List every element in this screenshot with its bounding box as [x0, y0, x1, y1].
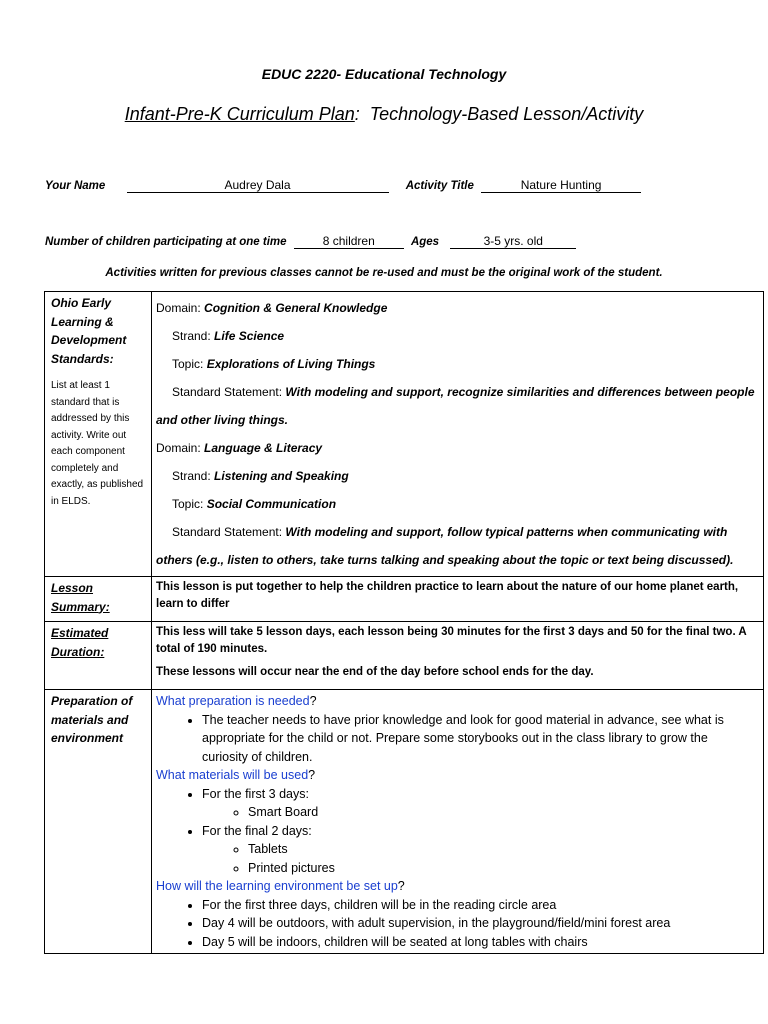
- plan-title-rest: Technology-Based Lesson/Activity: [359, 104, 644, 124]
- strand-1: Strand: Life Science: [172, 329, 285, 343]
- plan-title-underlined: Infant-Pre-K Curriculum Plan: [124, 104, 355, 124]
- plan-title: [0, 104, 768, 125]
- course-title: EDUC 2220- Educational Technology: [261, 66, 507, 82]
- topic-2: Topic: Social Communication: [172, 497, 337, 511]
- strand-2: Strand: Listening and Speaking: [172, 469, 349, 483]
- materials-sublist: [202, 840, 757, 877]
- materials-list: [156, 785, 757, 878]
- summary-label: Lesson Summary:: [51, 581, 110, 614]
- activity-title-field[interactable]: Nature Hunting: [481, 178, 641, 193]
- preparation-list: [156, 711, 757, 767]
- plan-title-colon: :: [354, 104, 360, 124]
- duration-text-2: These lessons will occur near the end of the day before school ends for the day.: [156, 666, 594, 678]
- duration-row: [45, 622, 764, 690]
- standard-statement-1: Standard Statement: With modeling and support, recognize similarities and differences between people and other living things.: [156, 385, 755, 427]
- topic-1: Topic: Explorations of Living Things: [172, 357, 376, 371]
- children-ages-row: [45, 234, 576, 249]
- preparation-label-cell: [45, 690, 152, 954]
- ages-field[interactable]: 3-5 yrs. old: [450, 234, 576, 249]
- summary-content-cell: [152, 577, 764, 622]
- curriculum-table: [44, 291, 764, 954]
- list-item: • For the first 3 days: ◦ Smart Board: [202, 785, 757, 822]
- environment-list: [156, 896, 757, 952]
- question-preparation: What preparation is needed?: [156, 694, 317, 708]
- name-title-row: [45, 178, 641, 193]
- preparation-label: Preparation of materials and environment: [51, 694, 133, 745]
- children-count-label: Number of children participating at one time: [45, 236, 287, 248]
- list-item: • For the first three days, children will be in the reading circle area: [202, 896, 757, 915]
- list-item: ◦ Tablets: [248, 840, 757, 859]
- list-item: ◦ Printed pictures: [248, 859, 757, 878]
- list-item: • Day 5 will be indoors, children will be seated at long tables with chairs: [202, 933, 757, 952]
- domain-1: Domain: Cognition & General Knowledge: [156, 301, 388, 315]
- standards-label: Ohio Early Learning & Development Standards:: [51, 296, 127, 366]
- materials-sublist: [202, 803, 757, 822]
- list-item: • The teacher needs to have prior knowledge and look for good material in advance, see what is appropriate for the child or not. Prepare some storybooks out in the class library to grow the curiosity of children.: [202, 711, 757, 767]
- list-item: ◦ Smart Board: [248, 803, 757, 822]
- domain-2: Domain: Language & Literacy: [156, 441, 323, 455]
- originality-notice: Activities written for previous classes cannot be re-used and must be the original work of the student.: [105, 267, 663, 279]
- standards-instructions: List at least 1 standard that is addressed by this activity. Write out each component completely and exactly, as published in ELDS.: [51, 380, 144, 507]
- standard-statement-2: Standard Statement: With modeling and support, follow typical patterns when communicating with others (e.g., listen to others, take turns talking and speaking about the topic or text being discussed).: [156, 525, 734, 567]
- activity-title-label: Activity Title: [405, 180, 474, 192]
- summary-row: [45, 577, 764, 622]
- list-item: • For the final 2 days: ◦ Tablets ◦ Printed pictures: [202, 822, 757, 878]
- summary-text: This lesson is put together to help the children practice to learn about the nature of our home planet earth, learn to differ: [156, 581, 739, 610]
- list-item: • Day 4 will be outdoors, with adult supervision, in the playground/field/mini forest area: [202, 914, 757, 933]
- duration-text-1: This less will take 5 lesson days, each lesson being 30 minutes for the first 3 days and 50 for the final two. A total of 190 minutes.: [156, 626, 747, 655]
- duration-label: Estimated Duration:: [51, 626, 109, 659]
- name-label: Your Name: [45, 180, 106, 192]
- standards-label-cell: [45, 292, 152, 577]
- duration-content-cell: [152, 622, 764, 690]
- duration-label-cell: [45, 622, 152, 690]
- children-count-field[interactable]: 8 children: [294, 234, 404, 249]
- question-environment: How will the learning environment be set up?: [156, 879, 405, 893]
- summary-label-cell: [45, 577, 152, 622]
- name-field[interactable]: Audrey Dala: [127, 178, 389, 193]
- standards-content-cell: [152, 292, 764, 577]
- standards-row: [45, 292, 764, 577]
- question-materials: What materials will be used?: [156, 768, 316, 782]
- ages-label: Ages: [410, 236, 440, 248]
- preparation-row: [45, 690, 764, 954]
- preparation-content-cell: [152, 690, 764, 954]
